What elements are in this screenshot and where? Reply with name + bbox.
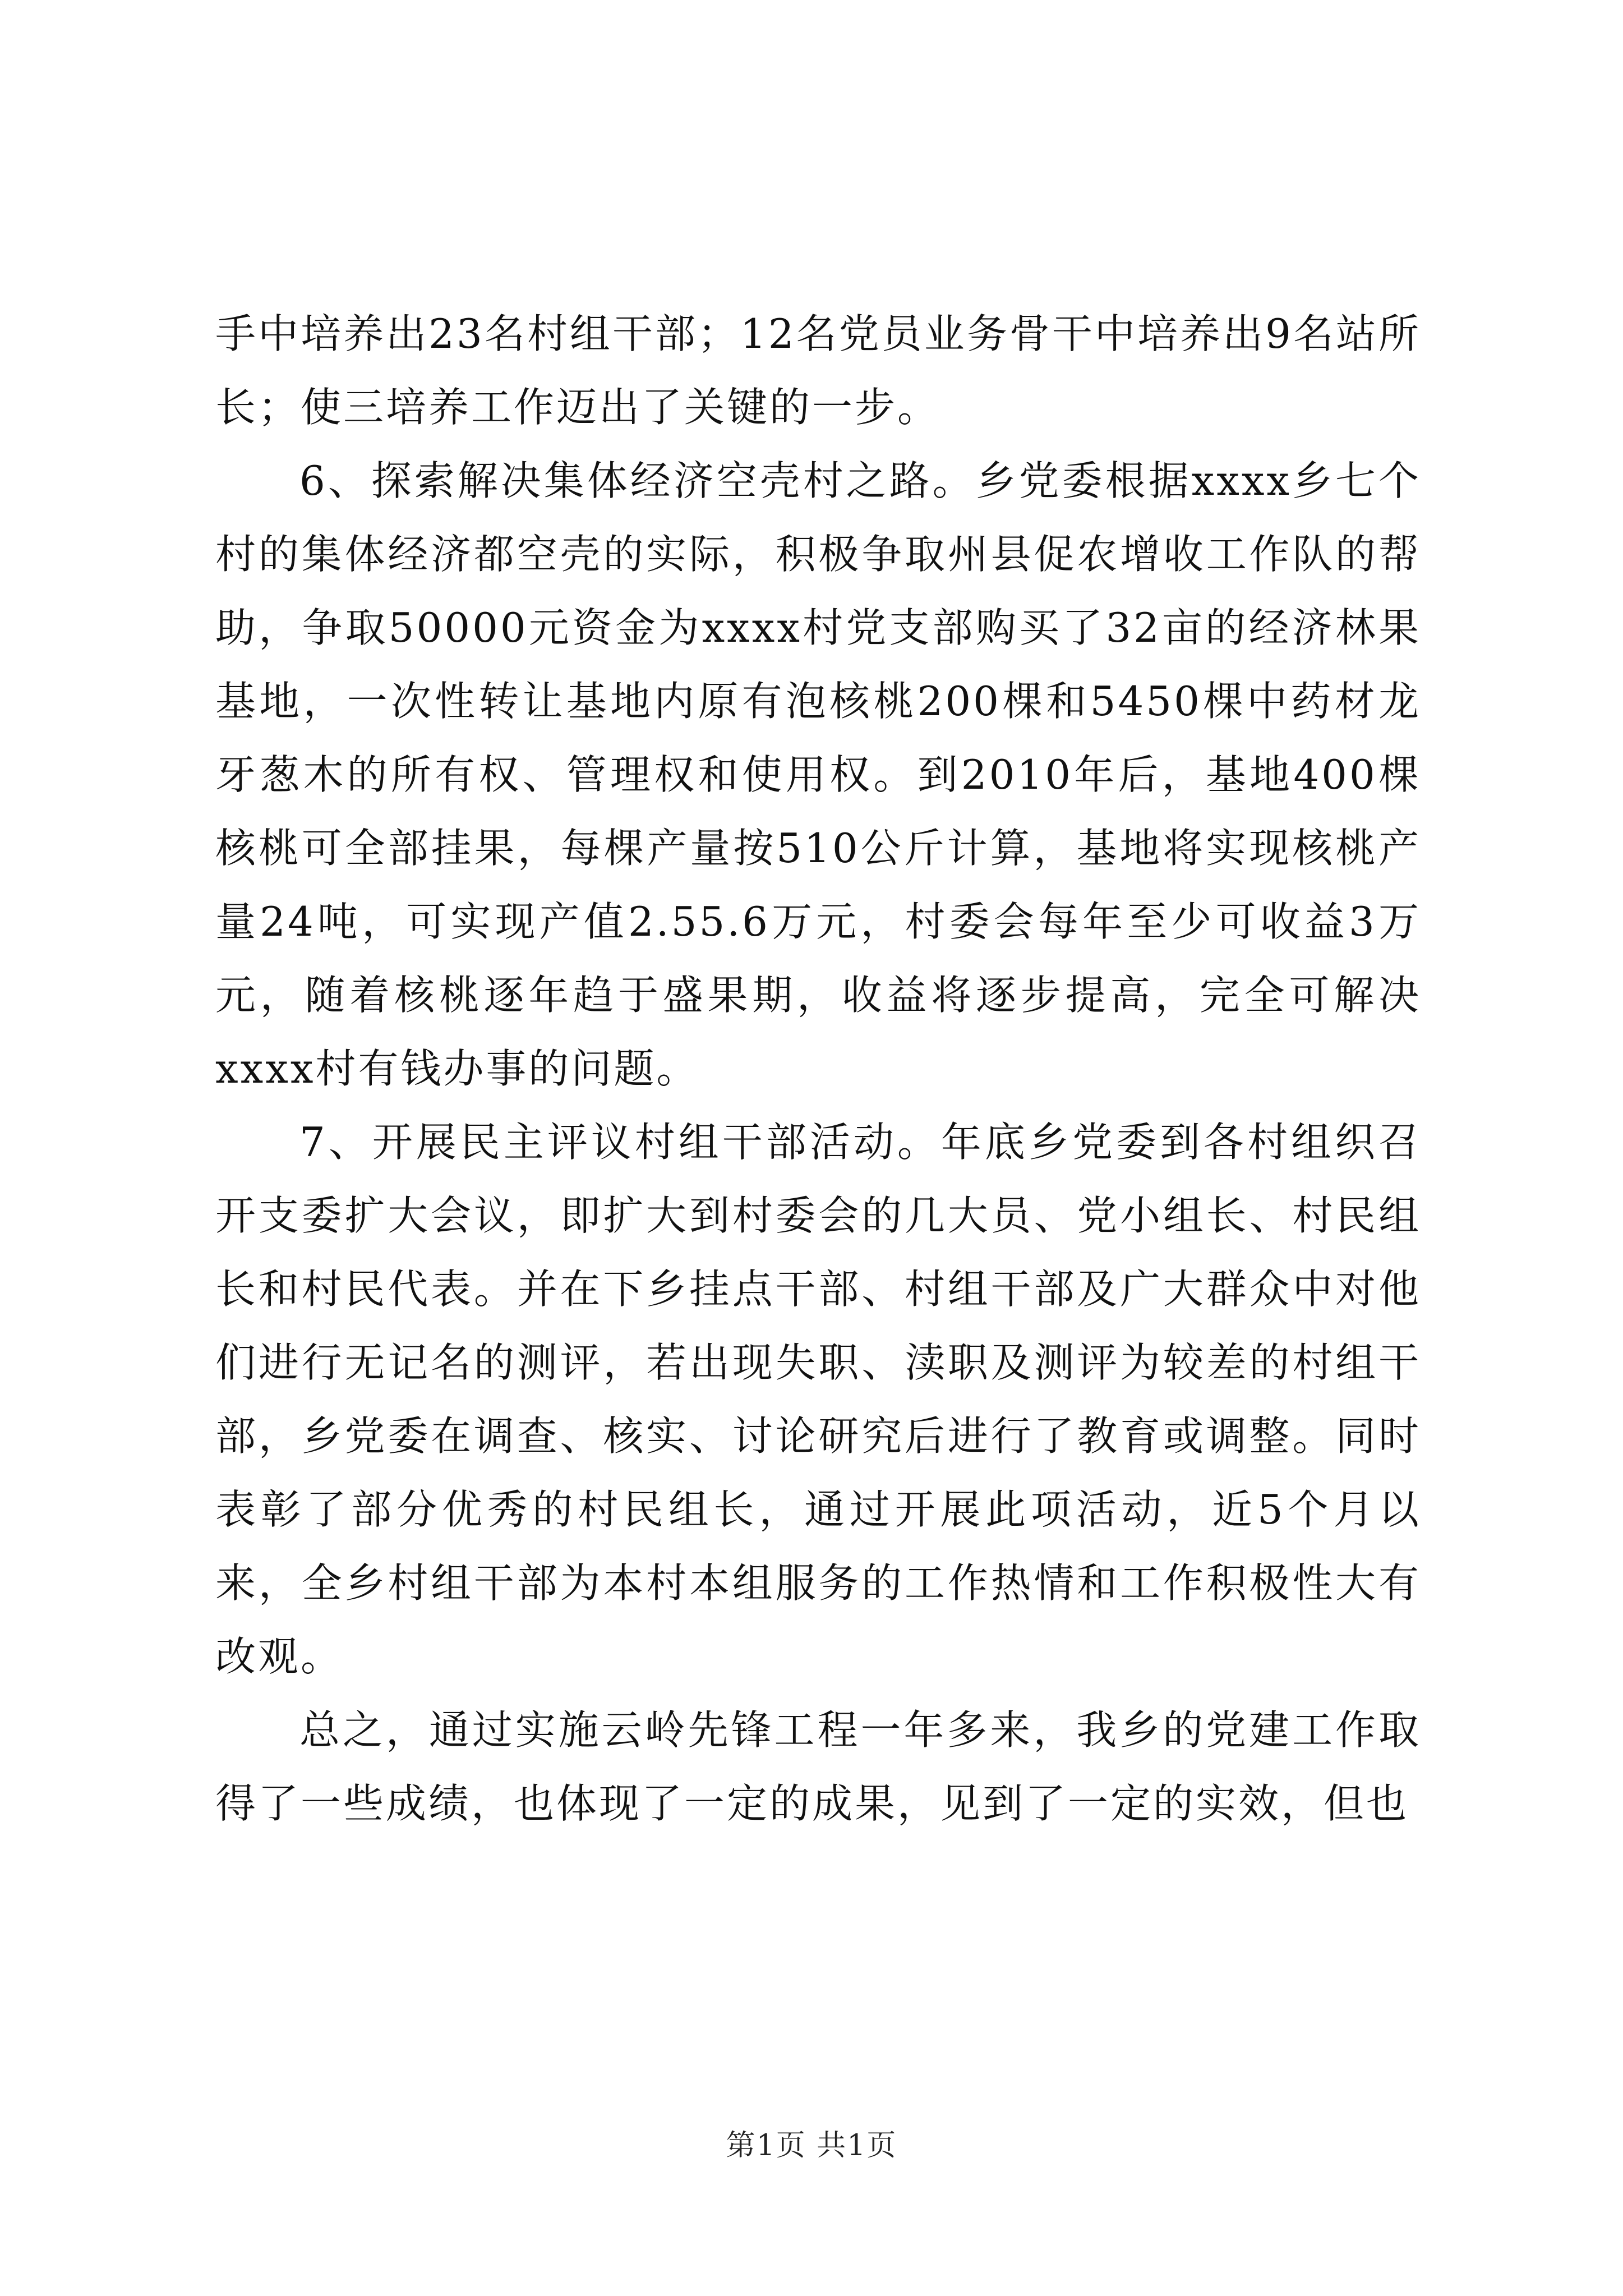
document-body bbox=[215, 297, 1421, 1841]
paragraph-item-6: 6、探索解决集体经济空壳村之路。乡党委根据xxxx乡七个村的集体经济都空壳的实际，积极争取州县促农增收工作队的帮助，争取50000元资金为xxxx村党支部购买了32亩的经济林果基地，一次性转让基地内原有泡核桃200棵和5450棵中药材龙牙葱木的所有权、管理权和使用权。到2010年后，基地400棵核桃可全部挂果，每棵产量按510公斤计算，基地将实现核桃产量24吨，可实现产值2.55.6万元，村委会每年至少可收益3万元，随着核桃逐年趋于盛果期，收益将逐步提高，完全可解决xxxx村有钱办事的问题。 bbox=[215, 457, 1421, 1092]
paragraph-summary: 总之，通过实施云岭先锋工程一年多来，我乡的党建工作取得了一些成绩，也体现了一定的成果，见到了一定的实效，但也 bbox=[215, 1706, 1421, 1827]
paragraph-continuation: 手中培养出23名村组干部；12名党员业务骨干中培养出9名站所长；使三培养工作迈出了关键的一步。 bbox=[215, 310, 1421, 431]
page-footer: 第1页 共1页 bbox=[726, 2129, 897, 2162]
paragraph-item-7: 7、开展民主评议村组干部活动。年底乡党委到各村组织召开支委扩大会议，即扩大到村委会的几大员、党小组长、村民组长和村民代表。并在下乡挂点干部、村组干部及广大群众中对他们进行无记名的测评，若出现失职、渎职及测评为较差的村组干部，乡党委在调查、核实、讨论研究后进行了教育或调整。同时表彰了部分优秀的村民组长，通过开展此项活动，近5个月以来，全乡村组干部为本村本组服务的工作热情和工作积极性大有改观。 bbox=[215, 1119, 1421, 1680]
